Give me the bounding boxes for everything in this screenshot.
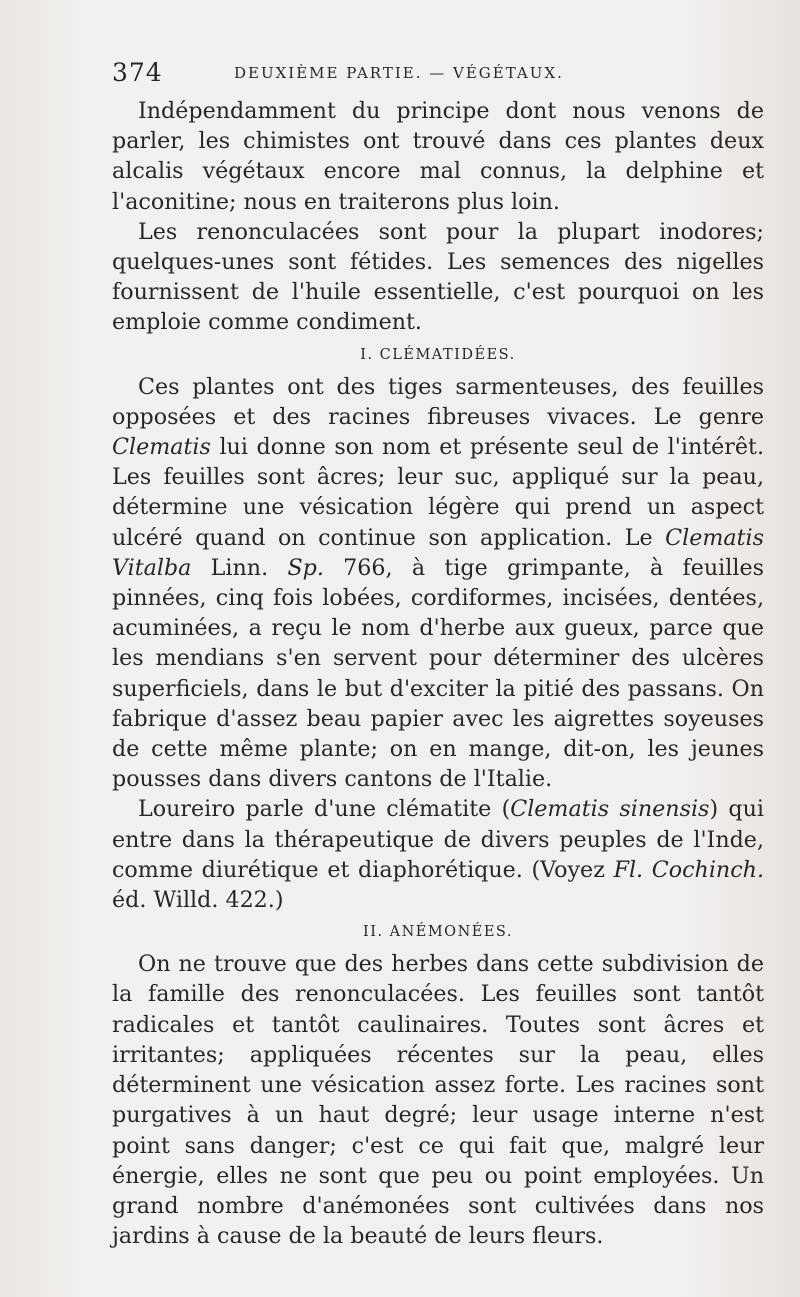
genus-name: Clematis — [112, 434, 211, 461]
text-run: 766, à tige grimpante, à feuilles pinnées, cinq fois lobées, cordiformes, incisées, dentées, acuminées, a reçu le nom d'herbe aux gueux, parce que les mendians s'en servent pour déterminer des ulcères superficiels, dans le but d'exciter la pitié des passans. On fabrique d'assez beau papier avec les aigrettes soyeuses de cette même plante; on en mange, dit-on, les jeunes pousses dans divers cantons de l'Italie. — [112, 554, 764, 793]
page-header — [112, 58, 762, 88]
text-run: ) qui entre dans la thérapeutique de divers peuples de l'Inde, comme diurétique et diaphorétique. (Voyez — [112, 796, 764, 883]
species-name: Clematis Vitalba — [112, 524, 764, 581]
body-text — [112, 96, 764, 1251]
section-number: I. — [360, 346, 374, 363]
text-run: Ces plantes ont des tiges sarmenteuses, des feuilles opposées et des racines fibreuses vivaces. Le genre — [112, 373, 764, 430]
section-title: CLÉMATIDÉES. — [379, 346, 516, 363]
paragraph — [112, 794, 764, 915]
species-name: Clematis sinensis — [510, 796, 710, 823]
reference-abbrev: Fl. Cochinch. — [613, 856, 764, 883]
section-number: II. — [363, 924, 384, 941]
section-heading-anemonees — [112, 921, 764, 943]
paragraph: Les renonculacées sont pour la plupart inodores; quelques-unes sont fétides. Les semences des nigelles fournissent de l'huile essentielle, c'est pourquoi on les emploie comme condiment. — [112, 218, 764, 336]
paragraph: On ne trouve que des herbes dans cette subdivision de la famille des renonculacées. Les feuilles sont tantôt radicales et tantôt caulinaires. Toutes sont âcres et irritantes; appliquées récentes sur la peau, elles déterminent une vésication assez forte. Les racines sont purgatives à un haut degré; leur usage interne n'est point sans danger; c'est ce qui fait que, malgré leur énergie, elles ne sont que peu ou point employées. Un grand nombre d'anémonées sont cultivées dans nos jardins à cause de la beauté de leurs fleurs. — [112, 951, 764, 1250]
reference-abbrev: Sp. — [287, 554, 324, 581]
running-head: DEUXIÈME PARTIE. — VÉGÉTAUX. — [234, 64, 564, 82]
text-run: Loureiro parle d'une clématite ( — [138, 796, 511, 823]
paragraph: Indépendamment du principe dont nous venons de parler, les chimistes ont trouvé dans ces plantes deux alcalis végétaux encore mal connus, la delphine et l'aconitine; nous en traiterons plus loin. — [112, 98, 764, 215]
paragraph — [112, 372, 764, 795]
text-run: lui donne son nom et présente seul de l'intérêt. Les feuilles sont âcres; leur suc, appliqué sur la peau, détermine une vésication légère qui prend un aspect ulcéré quand on continue son application. Le — [112, 434, 764, 551]
page-number: 374 — [112, 58, 163, 87]
text-run: Linn. — [191, 554, 288, 581]
section-heading-clematidees — [112, 344, 764, 366]
text-run: éd. Willd. 422.) — [112, 887, 284, 914]
section-title: ANÉMONÉES. — [389, 924, 513, 941]
